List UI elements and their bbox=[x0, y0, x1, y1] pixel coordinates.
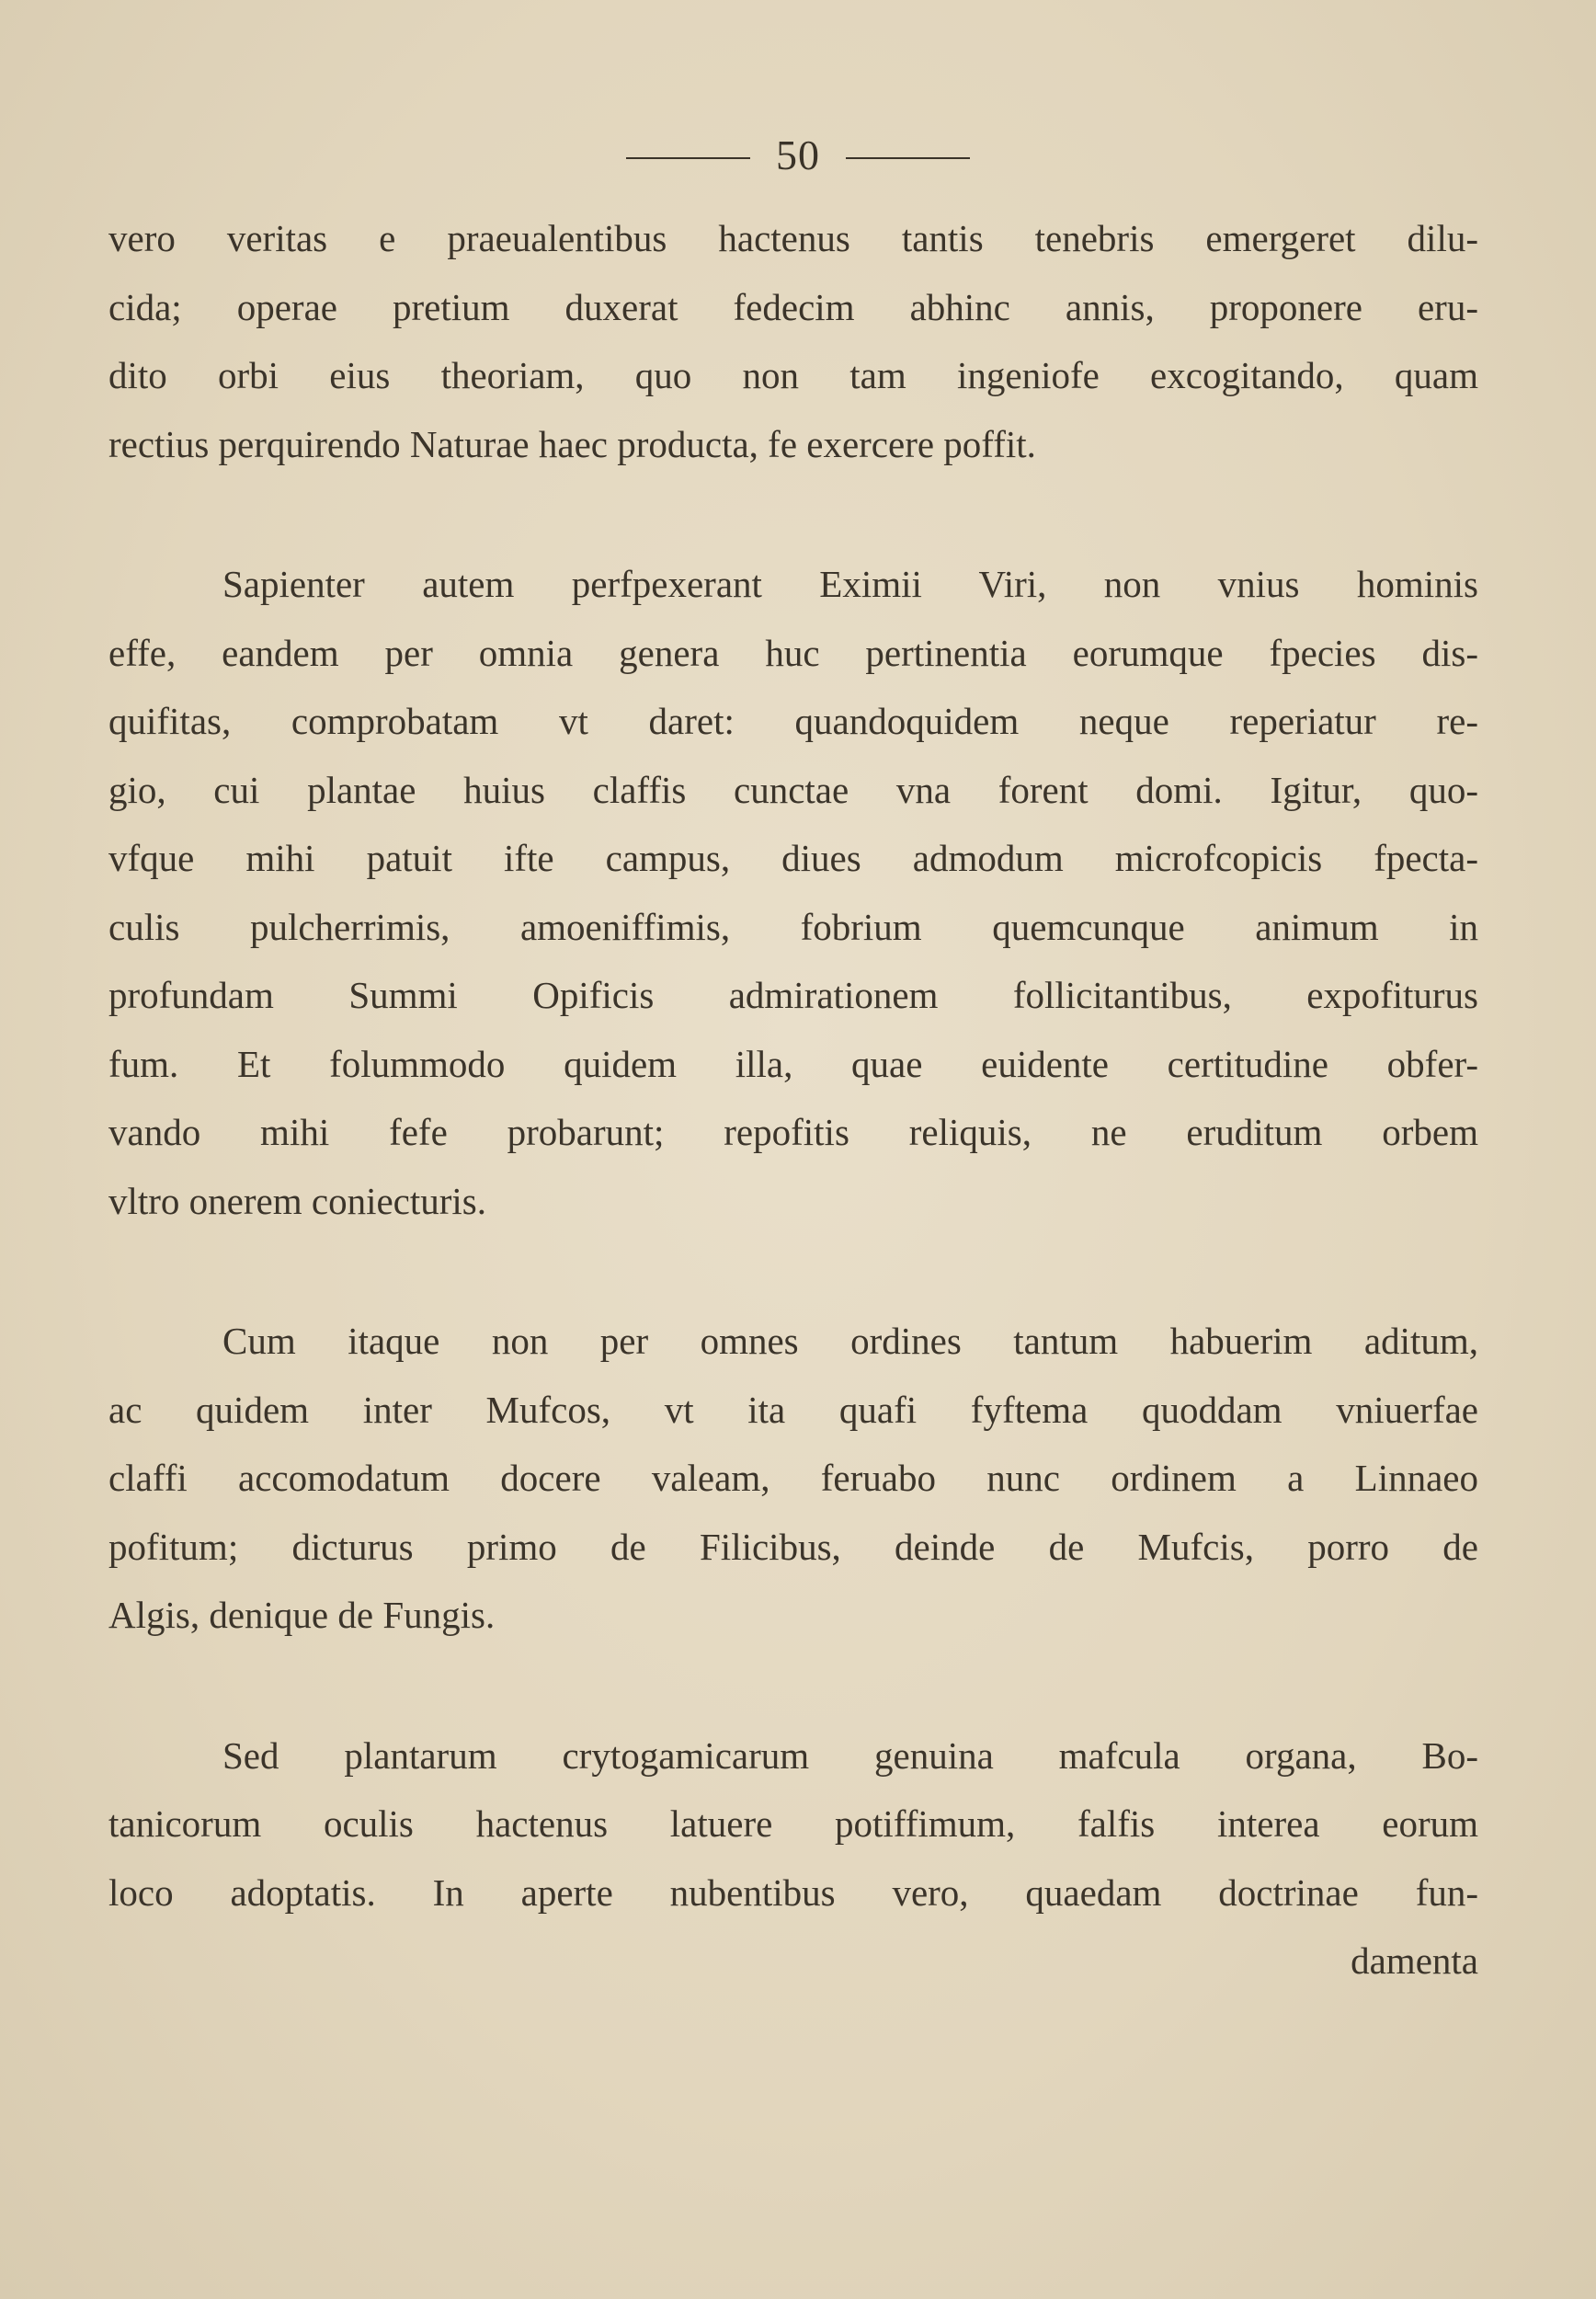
text-line: effe, eandem per omnia genera huc pertinentia eorumque fpecies dis- bbox=[108, 631, 1478, 674]
text-line: fum. Et folummodo quidem illa, quae euidente certitudine obfer- bbox=[108, 1042, 1478, 1085]
text-line: pofitum; dicturus primo de Filicibus, deinde de Mufcis, porro de bbox=[108, 1525, 1478, 1568]
text-line: vltro onerem coniecturis. bbox=[108, 1179, 487, 1222]
paragraph bbox=[108, 204, 1478, 478]
text-line: gio, cui plantae huius claffis cunctae vna forent domi. Igitur, quo- bbox=[108, 768, 1478, 811]
text-line: cida; operae pretium duxerat fedecim abhinc annis, proponere eru- bbox=[108, 285, 1478, 328]
text-line: Cum itaque non per omnes ordines tantum habuerim aditum, bbox=[222, 1320, 1478, 1362]
paragraph bbox=[108, 1307, 1478, 1650]
header-rule-right bbox=[846, 157, 970, 159]
text-line: rectius perquirendo Naturae haec producta, fe exercere poffit. bbox=[108, 422, 1036, 465]
text-line: vando mihi fefe probarunt; repofitis reliquis, ne eruditum orbem bbox=[108, 1111, 1478, 1153]
text-line: dito orbi eius theoriam, quo non tam ingeniofe excogitando, quam bbox=[108, 354, 1478, 396]
body-text bbox=[108, 204, 1478, 1996]
header-rule-left bbox=[626, 157, 750, 159]
paragraph bbox=[108, 1721, 1478, 1996]
text-line: vfque mihi patuit ifte campus, diues admodum microfcopicis fpecta- bbox=[108, 837, 1478, 879]
text-line: profundam Summi Opificis admirationem follicitantibus, expofiturus bbox=[108, 974, 1478, 1016]
text-line: ac quidem inter Mufcos, vt ita quafi fyftema quoddam vniuerfae bbox=[108, 1388, 1478, 1431]
text-line: vero veritas e praeualentibus hactenus tantis tenebris emergeret dilu- bbox=[108, 217, 1478, 259]
text-line: quifitas, comprobatam vt daret: quandoquidem neque reperiatur re- bbox=[108, 700, 1478, 742]
text-line: loco adoptatis. In aperte nubentibus vero, quaedam doctrinae fun- bbox=[108, 1870, 1478, 1914]
text-line: culis pulcherrimis, amoeniffimis, fobrium quemcunque animum in bbox=[108, 905, 1478, 948]
text-line: claffi accomodatum docere valeam, feruabo nunc ordinem a Linnaeo bbox=[108, 1457, 1478, 1499]
page-number: 50 bbox=[776, 131, 820, 178]
page-header bbox=[0, 127, 1596, 182]
catchword: damenta bbox=[1351, 1939, 1478, 1982]
text-line: Sapienter autem perfpexerant Eximii Viri, non vnius hominis bbox=[222, 563, 1478, 605]
text-line: tanicorum oculis hactenus latuere potiffimum, falfis interea eorum bbox=[108, 1802, 1478, 1845]
text-line: Sed plantarum crytogamicarum genuina mafcula organa, Bo- bbox=[222, 1733, 1478, 1777]
paragraph bbox=[108, 550, 1478, 1235]
text-line: Algis, denique de Fungis. bbox=[108, 1594, 496, 1636]
